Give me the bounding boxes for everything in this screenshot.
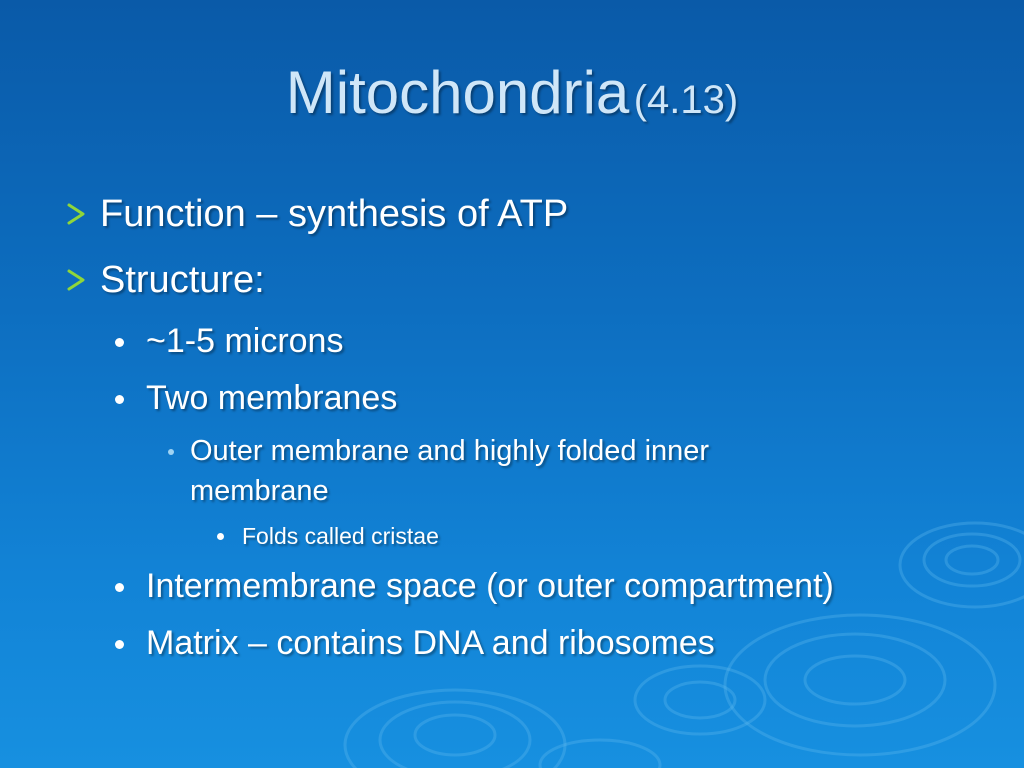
bullet-structure <box>62 258 962 302</box>
arrow-chevron-icon <box>62 192 90 236</box>
dot-icon <box>112 566 134 606</box>
bullet-cristae <box>214 521 914 551</box>
bullet-size <box>112 321 982 361</box>
dot-icon <box>112 623 134 663</box>
title-text: Mitochondria <box>285 59 630 126</box>
dot-icon <box>112 378 134 418</box>
dot-icon <box>112 321 134 361</box>
bullet-text: Two membranes <box>146 379 398 417</box>
bullet-text: Intermembrane space (or outer compartment) <box>146 567 834 605</box>
bullet-intermembrane-space <box>112 566 982 606</box>
bullet-membranes <box>112 378 982 418</box>
bullet-text: Outer membrane and highly folded inner membrane <box>190 435 710 507</box>
bullet-text: Structure: <box>100 259 265 301</box>
dot-icon <box>214 521 234 551</box>
slide-title <box>0 58 1024 127</box>
title-reference: (4.13) <box>633 78 739 122</box>
bullet-function <box>62 192 962 236</box>
bullet-text: ~1-5 microns <box>146 322 344 360</box>
bullet-text: Folds called cristae <box>242 523 439 549</box>
bullet-outer-inner-membrane <box>165 431 845 511</box>
bullet-matrix <box>112 623 982 663</box>
bullet-text: Function – synthesis of ATP <box>100 193 569 235</box>
bullet-text: Matrix – contains DNA and ribosomes <box>146 624 715 662</box>
arrow-chevron-icon <box>62 258 90 302</box>
small-dot-icon <box>165 431 185 471</box>
